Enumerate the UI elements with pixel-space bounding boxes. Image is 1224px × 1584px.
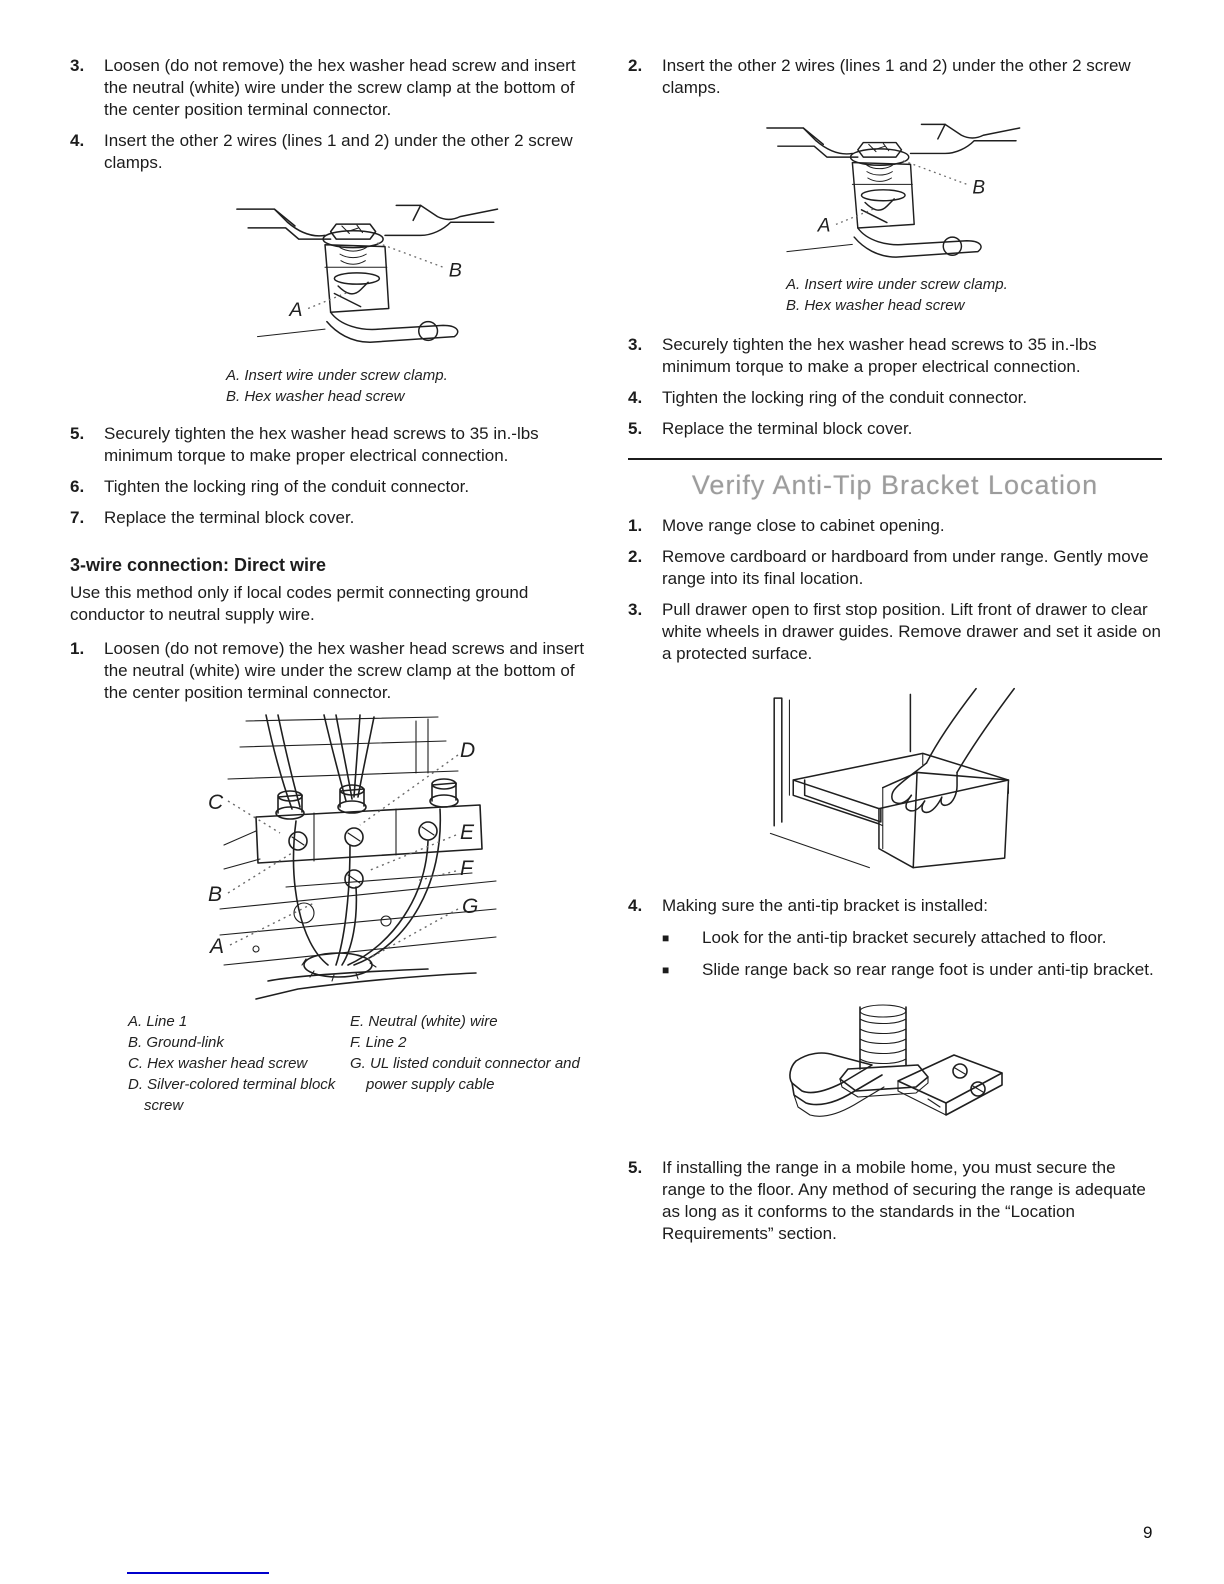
figure-label-e: E [460,821,475,844]
legend-item: A. Line 1 [128,1013,188,1030]
figure-caption [226,365,602,407]
step-number: 7. [70,508,85,527]
figure-label-d: D [460,739,476,762]
figure-anti-tip-bracket [778,1003,1162,1139]
step-text: Tighten the locking ring of the conduit connector. [662,388,1028,407]
step-number: 4. [628,896,643,915]
legend-item: F. Line 2 [350,1034,407,1051]
figure-screw-clamp-connector [736,108,1162,268]
figure-label-b: B [208,883,223,906]
step-item [70,423,602,467]
figure-label-g: G [462,895,479,918]
figure-caption-line: A. Insert wire under screw clamp. [786,276,1008,293]
step-number: 2. [628,56,643,75]
section-divider [628,458,1162,460]
step-item [628,55,1162,99]
step-item [628,599,1162,665]
step-item [628,895,1162,917]
bullet-text: Look for the anti-tip bracket securely attached to floor. [702,928,1107,947]
step-number: 5. [628,419,643,438]
legend-item: B. Ground-link [128,1034,224,1051]
step-text: Pull drawer open to first stop position. Lift front of drawer to clear white wheels in drawer guides. Remove drawer and set it aside on a protected surface. [662,600,1161,663]
step-text: Making sure the anti-tip bracket is installed: [662,896,988,915]
step-item [628,546,1162,590]
step-number: 4. [70,131,85,150]
terminal-block-illustration [128,713,536,1001]
anti-tip-bracket-illustration [778,1003,1036,1139]
step-text: If installing the range in a mobile home, you must secure the range to the floor. Any method of securing the range is adequate as long as it conforms to the standards in the “Location Requirements” section. [662,1158,1146,1243]
step-item [628,1157,1162,1245]
step-text: Insert the other 2 wires (lines 1 and 2) under the other 2 screw clamps. [104,131,573,172]
step-number: 2. [628,547,643,566]
bullet-text: Slide range back so rear range foot is under anti-tip bracket. [702,960,1154,979]
intro-paragraph: Use this method only if local codes permit connecting ground conductor to neutral supply wire. [70,583,529,624]
screw-clamp-illustration [736,108,1056,268]
figure-legend-right [350,1011,600,1116]
figure-caption-line: B. Hex washer head screw [786,297,965,314]
step-text: Loosen (do not remove) the hex washer head screws and insert the neutral (white) wire under the screw clamp at the bottom of the center position terminal connector. [104,639,585,702]
bullet-item [662,959,1162,981]
step-text: Replace the terminal block cover. [662,419,913,438]
legend-item: C. Hex washer head screw [128,1055,308,1072]
figure-label-a: A [210,935,225,958]
step-text: Loosen (do not remove) the hex washer head screw and insert the neutral (white) wire under the screw clamp at the bottom of the center position terminal connector. [104,56,576,119]
footer-blue-mark [127,1572,269,1574]
figure-caption [786,274,1162,316]
step-number: 4. [628,388,643,407]
step-item [70,507,602,529]
legend-item: E. Neutral (white) wire [350,1013,498,1030]
step-number: 1. [628,516,643,535]
figure-drawer-removal [728,681,1162,881]
figure-label-b: B [972,177,986,199]
step-text: Securely tighten the hex washer head screws to 35 in.-lbs minimum torque to make proper electrical connection. [104,424,539,465]
drawer-illustration [728,681,1068,881]
step-number: 5. [628,1158,643,1177]
step-text: Remove cardboard or hardboard from under range. Gently move range into its final location. [662,547,1149,588]
step-number: 3. [628,600,643,619]
figure-caption-line: A. Insert wire under screw clamp. [226,367,448,384]
step-text: Insert the other 2 wires (lines 1 and 2) under the other 2 screw clamps. [662,56,1131,97]
step-item [628,515,1162,537]
figure-label-c: C [208,791,224,814]
subsection-heading: 3-wire connection: Direct wire [70,555,327,575]
step-text: Replace the terminal block cover. [104,508,355,527]
figure-legend [128,1011,602,1116]
page-number: 9 [1143,1523,1153,1542]
bullet-item [662,927,1162,949]
step-text: Tighten the locking ring of the conduit connector. [104,477,470,496]
legend-item: D. Silver-colored terminal block screw [128,1076,336,1114]
screw-clamp-illustration [220,183,520,359]
figure-screw-clamp-connector [220,183,602,359]
figure-label-a: A [289,299,303,321]
step-number: 6. [70,477,85,496]
step-number: 5. [70,424,85,443]
step-item [628,334,1162,378]
figure-terminal-block-wiring [128,713,602,1001]
step-item [628,387,1162,409]
figure-label-a: A [817,215,831,237]
step-number: 3. [70,56,85,75]
section-heading: Verify Anti-Tip Bracket Location [691,470,1099,500]
figure-label-f: F [460,857,473,880]
figure-label-b: B [448,259,462,282]
step-item [628,418,1162,440]
left-column [70,55,602,1116]
step-number: 3. [628,335,643,354]
step-text: Securely tighten the hex washer head screws to 35 in.-lbs minimum torque to make a proper electrical connection. [662,335,1097,376]
square-bullet-icon: ■ [662,931,670,945]
step-item [70,55,602,121]
step-text: Move range close to cabinet opening. [662,516,945,535]
right-column [628,55,1162,1254]
figure-legend-left [128,1011,350,1116]
step-item [70,130,602,174]
figure-caption-line: B. Hex washer head screw [226,388,405,405]
step-item [70,476,602,498]
step-item [70,638,602,704]
square-bullet-icon: ■ [662,963,670,977]
step-number: 1. [70,639,85,658]
legend-item: G. UL listed conduit connector and power supply cable [350,1055,580,1093]
